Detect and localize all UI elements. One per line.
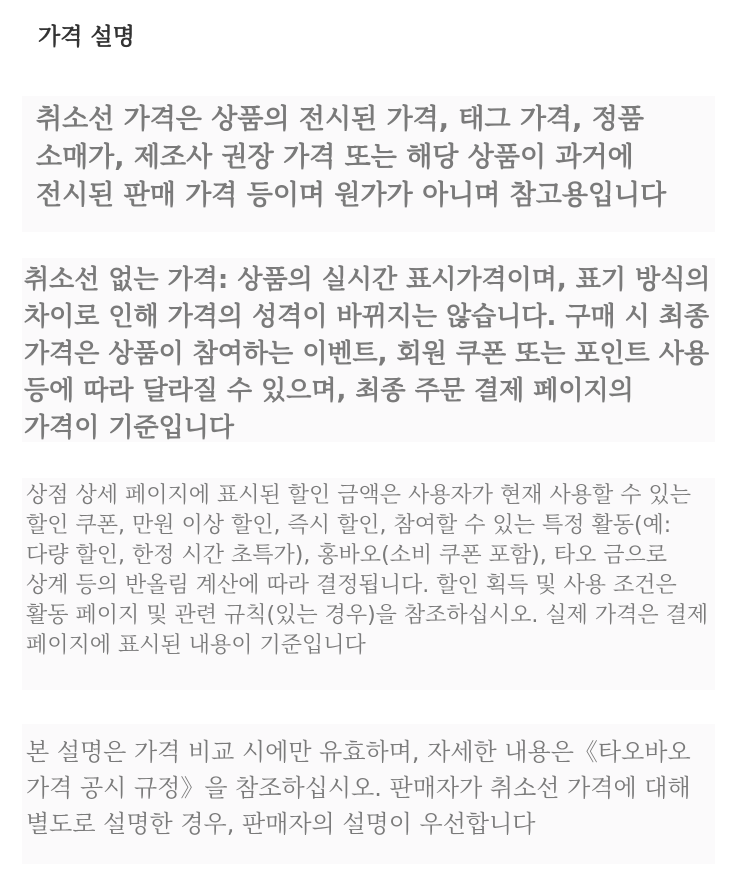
discount-amount-paragraph: 상점 상세 페이지에 표시된 할인 금액은 사용자가 현재 사용할 수 있는 할인 쿠폰, 만원 이상 할인, 즉시 할인, 참여할 수 있는 특정 활동(예: 다량 할인, 한정 시간 초특가), 홍바오(소비 쿠폰 포함), 타오 금으로 상계 등의 반올림 계산에 따라 결정됩니다. 할인 획득 및 사용 조건은 활동 페이지 및 관련 규칙(있는 경우)을 참조하십시오. 실제 가격은 결제 페이지에 표시된 내용이 기준입니다 <box>22 478 715 690</box>
strikethrough-price-paragraph: 취소선 가격은 상품의 전시된 가격, 태그 가격, 정품 소매가, 제조사 권장 가격 또는 해당 상품이 과거에 전시된 판매 가격 등이며 원가가 아니며 참고용입니다 <box>22 96 715 232</box>
page-title: 가격 설명 <box>38 24 135 50</box>
disclaimer-paragraph: 본 설명은 가격 비교 시에만 유효하며, 자세한 내용은《타오바오 가격 공시 규정》을 참조하십시오. 판매자가 취소선 가격에 대해 별도로 설명한 경우, 판매자의 설명이 우선합니다 <box>22 724 715 864</box>
regular-price-paragraph: 취소선 없는 가격: 상품의 실시간 표시가격이며, 표기 방식의 차이로 인해 가격의 성격이 바뀌지는 않습니다. 구매 시 최종 가격은 상품이 참여하는 이벤트, 회원 쿠폰 또는 포인트 사용 등에 따라 달라질 수 있으며, 최종 주문 결제 페이지의 가격이 기준입니다 <box>22 258 715 442</box>
